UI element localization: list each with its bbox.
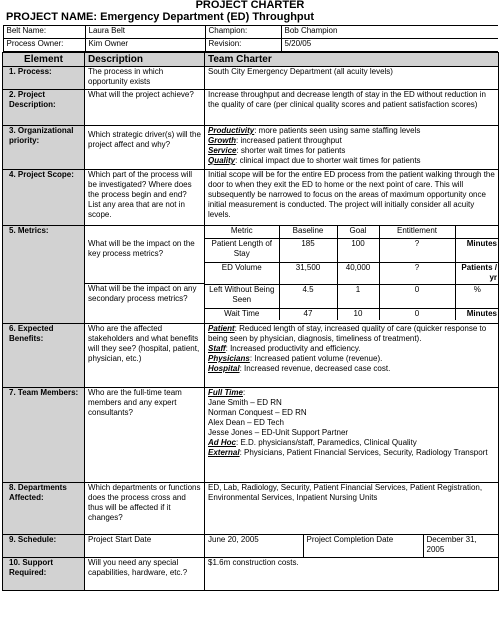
- metrics-desc: [85, 226, 205, 324]
- org-priority-label: 3. Organizational priority:: [3, 126, 85, 170]
- metrics-secondary-desc: What will be the impact on any secondary process metrics?: [85, 283, 204, 322]
- project-name: PROJECT NAME: Emergency Department (ED) Throughput: [6, 11, 315, 23]
- project-description-desc: What will the project achieve?: [85, 90, 205, 126]
- row-org-priority: [3, 126, 499, 170]
- row-project-scope: [3, 170, 499, 226]
- metrics-header-row: [205, 226, 498, 238]
- priority-productivity: Productivity: more patients seen using same staffing levels: [208, 126, 421, 135]
- metrics-col-goal: Goal: [337, 226, 379, 238]
- metric-goal: 10: [337, 308, 379, 320]
- team-label: 7. Team Members:: [3, 388, 85, 483]
- metric-unit: %: [455, 284, 498, 308]
- team-member: Jesse Jones – ED-Unit Support Partner: [208, 428, 349, 437]
- departments-charter: ED, Lab, Radiology, Security, Patient Financial Services, Patient Registration, Environmental Services, Inpatient Nursing Units: [205, 483, 499, 535]
- benefit-physicians: Physicians: Increased patient volume (revenue).: [208, 354, 383, 363]
- metrics-row: [205, 238, 498, 262]
- metrics-table: [205, 226, 498, 320]
- priority-service: Service: shorter wait times for patients: [208, 146, 346, 155]
- schedule-start-value: June 20, 2005: [208, 535, 259, 544]
- schedule-table: [205, 535, 498, 557]
- revision-label: Revision:: [205, 39, 281, 52]
- metrics-row: [205, 262, 498, 284]
- metric-entitlement: 0: [379, 284, 455, 308]
- row-metrics: [3, 226, 499, 324]
- process-description: The process in which opportunity exists: [85, 67, 205, 90]
- row-team-members: [3, 388, 499, 483]
- belt-name-label: Belt Name:: [3, 26, 85, 39]
- metric-name: Patient Length of Stay: [205, 238, 279, 262]
- benefits-charter: [205, 324, 499, 388]
- org-priority-desc: Which strategic driver(s) will the project affect and why?: [85, 126, 205, 170]
- team-member: Alex Dean – ED Tech: [208, 418, 284, 427]
- schedule-label: 9. Schedule:: [3, 535, 85, 558]
- metrics-row: [205, 284, 498, 308]
- metric-unit: Minutes: [455, 308, 498, 320]
- row-expected-benefits: [3, 324, 499, 388]
- metric-goal: 40,000: [337, 262, 379, 284]
- adhoc-line: Ad Hoc: E.D. physicians/staff, Paramedics, Clinical Quality: [208, 438, 417, 447]
- priority-quality: Quality: clinical impact due to shorter wait times for patients: [208, 156, 421, 165]
- metric-baseline: 31,500: [279, 262, 337, 284]
- metric-entitlement: ?: [379, 238, 455, 262]
- row-schedule: [3, 535, 499, 558]
- departments-label: 8. Departments Affected:: [3, 483, 85, 535]
- project-scope-desc: Which part of the process will be investigated? Where does the process begin and end? List any area that are not in scope.: [85, 170, 205, 226]
- benefit-patient: Patient: Reduced length of stay, increased quality of care (quicker response to being seen by physician, diagnosis, timeliness of treatment).: [208, 324, 487, 343]
- benefit-staff: Staff: Increased productivity and efficiency.: [208, 344, 361, 353]
- revision-value: 5/20/05: [281, 39, 498, 52]
- schedule-start-label: Project Start Date: [85, 535, 205, 558]
- schedule-completion-label: Project Completion Date: [303, 535, 423, 557]
- belt-name-value: Laura Belt: [85, 26, 205, 39]
- metric-name: Left Without Being Seen: [205, 284, 279, 308]
- process-owner-label: Process Owner:: [3, 39, 85, 52]
- benefit-hospital: Hospital: Increased revenue, decreased case cost.: [208, 364, 391, 373]
- process-charter: South City Emergency Department (all acuity levels): [205, 67, 499, 90]
- team-member: Norman Conquest – ED RN: [208, 408, 307, 417]
- priority-growth: Growth: increased patient throughput: [208, 136, 342, 145]
- header-team-charter: Team Charter: [205, 53, 499, 67]
- departments-desc: Which departments or functions does the process cross and thus will be affected if it changes?: [85, 483, 205, 535]
- project-description-charter: Increase throughput and decrease length of stay in the ED without reduction in the quality of care (per clinical quality scores and patient satisfaction scores): [205, 90, 499, 126]
- document-title: PROJECT CHARTER: [195, 0, 305, 11]
- charter-table: [2, 25, 499, 591]
- header-description: Description: [85, 53, 205, 67]
- metric-name: Wait Time: [205, 308, 279, 320]
- info-table-belt: [3, 25, 499, 52]
- schedule-cell: [205, 535, 499, 558]
- info-row-belt: [3, 25, 499, 53]
- metrics-col-metric: Metric: [205, 226, 279, 238]
- benefits-label: 6. Expected Benefits:: [3, 324, 85, 388]
- support-label: 10. Support Required:: [3, 558, 85, 591]
- org-priority-charter: [205, 126, 499, 170]
- row-process: [3, 67, 499, 90]
- team-desc: Who are the full-time team members and any expert consultants?: [85, 388, 205, 483]
- metrics-key-desc: What will be the impact on the key process metrics?: [88, 239, 195, 258]
- schedule-completion-value: December 31, 2005: [423, 535, 498, 557]
- metric-baseline: 4.5: [279, 284, 337, 308]
- project-scope-label: 4. Project Scope:: [3, 170, 85, 226]
- row-support: [3, 558, 499, 591]
- metric-baseline: 185: [279, 238, 337, 262]
- project-scope-charter: Initial scope will be for the entire ED process from the patient walking through the door to when they exit the ED to home or the next point of care. This will subsequently be narrowed to focus on the areas of maximum opportunity once initial measurement is conducted. The project will initially consider all acuity levels.: [205, 170, 499, 226]
- metric-name: ED Volume: [205, 262, 279, 284]
- metric-unit: Minutes: [455, 238, 498, 262]
- metric-unit: Patients / yr: [455, 262, 498, 284]
- metrics-label: 5. Metrics:: [3, 226, 85, 324]
- header-element: Element: [3, 53, 85, 67]
- metrics-col-entitlement: Entitlement: [379, 226, 455, 238]
- process-owner-value: Kim Owner: [85, 39, 205, 52]
- fulltime-heading: Full Time:: [208, 388, 246, 397]
- support-desc: Will you need any special capabilities, hardware, etc.?: [85, 558, 205, 591]
- metric-goal: 100: [337, 238, 379, 262]
- metric-baseline: 47: [279, 308, 337, 320]
- metric-entitlement: 0: [379, 308, 455, 320]
- row-departments: [3, 483, 499, 535]
- external-line: External: Physicians, Patient Financial Services, Security, Radiology Transport: [208, 448, 488, 457]
- metrics-row: [205, 308, 498, 320]
- support-charter: $1.6m construction costs.: [205, 558, 499, 591]
- metric-goal: 1: [337, 284, 379, 308]
- metric-entitlement: ?: [379, 262, 455, 284]
- project-description-label: 2. Project Description:: [3, 90, 85, 126]
- champion-label: Champion:: [205, 26, 281, 39]
- process-label: 1. Process:: [3, 67, 85, 90]
- metrics-col-baseline: Baseline: [279, 226, 337, 238]
- team-charter: [205, 388, 499, 483]
- metrics-table-cell: [205, 226, 499, 324]
- row-project-description: [3, 90, 499, 126]
- metrics-col-unit: [455, 226, 498, 238]
- header-row: [3, 53, 499, 67]
- champion-value: Bob Champion: [281, 26, 498, 39]
- team-member: Jane Smith – ED RN: [208, 398, 282, 407]
- benefits-desc: Who are the affected stakeholders and what benefits will they see? (hospital, patient, physician, etc.): [85, 324, 205, 388]
